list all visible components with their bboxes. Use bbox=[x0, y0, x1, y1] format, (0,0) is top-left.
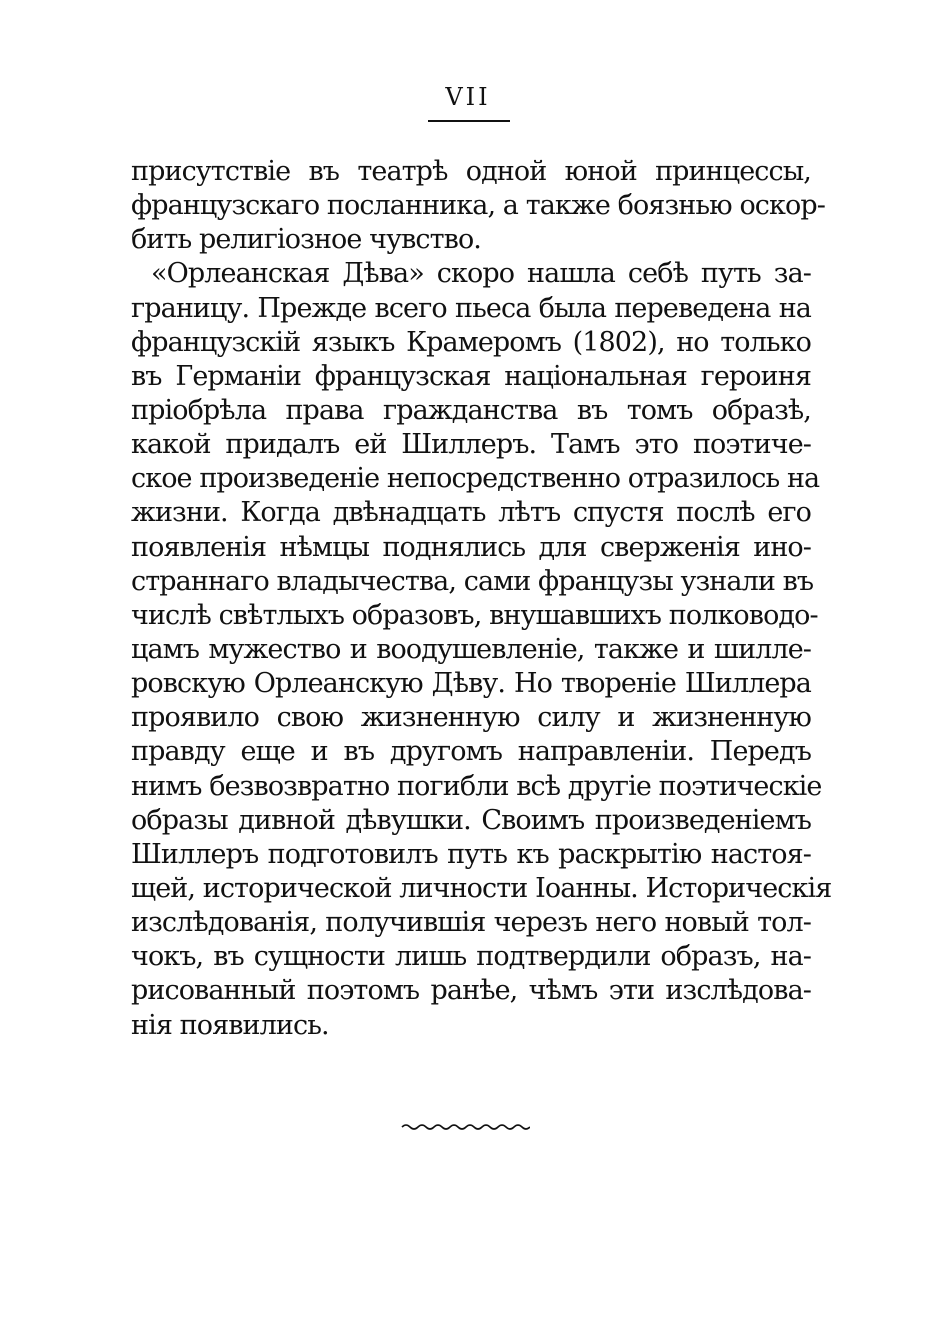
text-line: жизни. Когда двѣнадцать лѣтъ спустя послѣ его bbox=[131, 497, 811, 529]
text-line: проявило свою жизненную силу и жизненную bbox=[131, 702, 811, 734]
header-rule bbox=[428, 120, 510, 122]
text-line: щей, исторической личности Іоанны. Историческія bbox=[131, 872, 832, 904]
text-line: ровскую Орлеанскую Дѣву. Но твореніе Шиллера bbox=[131, 668, 811, 700]
body-text bbox=[131, 155, 832, 1043]
text-line: правду еще и въ другомъ направленіи. Передъ bbox=[131, 736, 811, 768]
text-line: числѣ свѣтлыхъ образовъ, внушавшихъ полководо- bbox=[131, 599, 818, 631]
text-line: чокъ, въ сущности лишь подтвердили образъ, на- bbox=[131, 941, 811, 973]
text-line: пріобрѣла права гражданства въ томъ образѣ, bbox=[131, 394, 811, 426]
text-line: нимъ безвозвратно погибли всѣ другіе поэтическіе bbox=[131, 770, 822, 802]
text-line: ское произведеніе непосредственно отразилось на bbox=[131, 463, 820, 495]
end-ornament bbox=[400, 1120, 530, 1134]
text-line: границу. Прежде всего пьеса была переведена на bbox=[131, 292, 811, 324]
text-line: какой придалъ ей Шиллеръ. Тамъ это поэтиче- bbox=[131, 429, 811, 461]
text-line: появленія нѣмцы поднялись для сверженія ино- bbox=[131, 531, 811, 563]
text-line: французскаго посланника, а также боязнью оскор- bbox=[131, 190, 825, 222]
text-line: рисованный поэтомъ ранѣе, чѣмъ эти изслѣдова- bbox=[131, 975, 811, 1007]
text-line: цамъ мужество и воодушевленіе, также и шилле- bbox=[131, 633, 811, 665]
text-line: «Орлеанская Дѣва» скоро нашла себѣ путь за- bbox=[151, 258, 811, 290]
text-line: изслѣдованія, получившія черезъ него новый тол- bbox=[131, 907, 811, 939]
paragraph-2 bbox=[131, 257, 832, 1042]
page-number: VII bbox=[445, 83, 491, 111]
paragraph-1 bbox=[131, 155, 825, 257]
text-line: бить религіозное чувство. bbox=[131, 224, 481, 256]
text-line: страннаго владычества, сами французы узнали въ bbox=[131, 565, 814, 597]
text-line: Шиллеръ подготовилъ путь къ раскрытію настоя- bbox=[131, 838, 811, 870]
text-line: присутствіе въ театрѣ одной юной принцессы, bbox=[131, 156, 811, 187]
text-line: нія появились. bbox=[131, 1009, 329, 1041]
text-line: въ Германіи французская національная героиня bbox=[131, 360, 811, 392]
text-line: французскій языкъ Крамеромъ (1802), но только bbox=[131, 326, 811, 358]
text-line: образы дивной дѣвушки. Своимъ произведеніемъ bbox=[131, 804, 811, 836]
